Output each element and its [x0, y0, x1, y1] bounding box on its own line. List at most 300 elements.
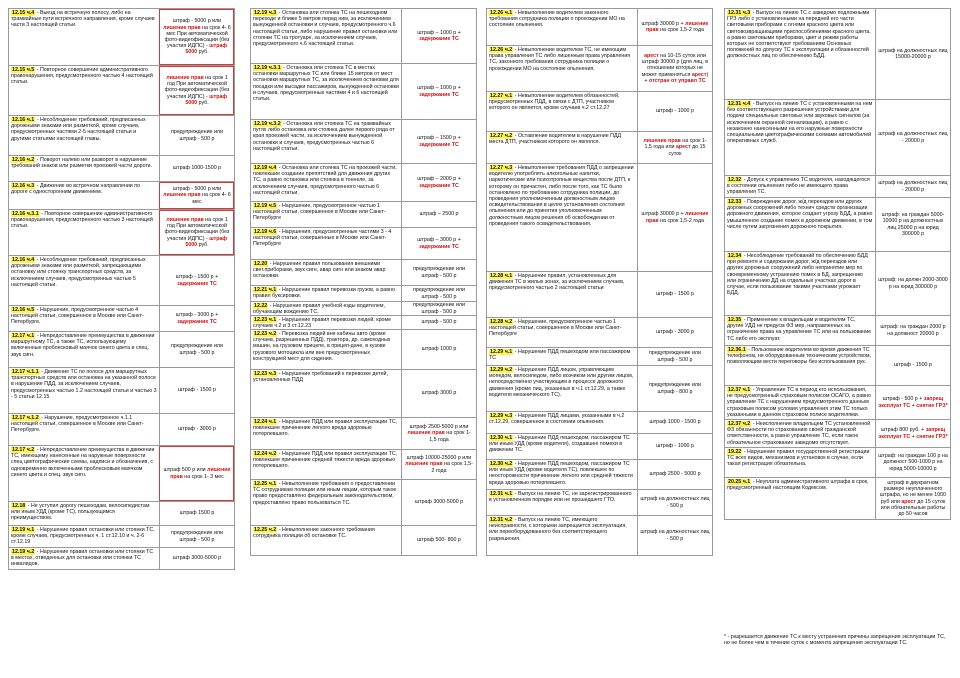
article-number: 12.20	[254, 261, 268, 267]
article-number: 12.15 ч.4	[12, 10, 35, 16]
table-row	[8, 368, 235, 414]
offense-description	[725, 448, 875, 477]
table-row	[486, 8, 713, 46]
penalty-cell	[401, 316, 476, 329]
article-number: 20.25 ч.1	[728, 479, 751, 485]
penalty-cell	[401, 480, 476, 525]
offense-description	[725, 252, 875, 315]
article-number: 12.17 ч.1.1	[12, 369, 39, 375]
table-row	[250, 330, 477, 370]
penalty-text: штраф - 3000 р + задержание ТС	[175, 312, 219, 325]
table-row	[8, 210, 235, 256]
penalty-text: штраф: на должн 2000-3000 р на юрид 300000 р	[878, 277, 948, 290]
offense-description	[9, 548, 159, 569]
offense-description	[487, 272, 637, 317]
offense-text: - Нарушение, предусмотренное ч.1.1 настоящей статьи, совершенное в Москве или Санкт-Петербурге.	[11, 415, 144, 434]
offense-text: - Нарушение ПДД лицом, управляющим мопедом, велосипедом, либо возчиком или другим лицом, непосредственно участвующим в процессе дорожного движения (кроме лиц, указанных в ч.1 ст.12.29, а также водителя механического ТС).	[489, 367, 634, 398]
table-row	[724, 316, 951, 346]
offense-description	[9, 368, 159, 413]
article-number: 12.29 ч.3	[490, 413, 513, 419]
offense-text: - Невыполнение водителем законного требования сотрудника полиции о прохождении МО на состояние опьянения.	[489, 10, 625, 29]
offense-description	[487, 490, 637, 515]
offense-description	[251, 480, 401, 525]
penalty-cell	[401, 302, 476, 315]
penalty-text: штраф: на граждан 2000 р на должност 20000 р	[880, 324, 946, 337]
table-row	[8, 256, 235, 306]
penalty-cell	[159, 548, 234, 569]
offense-text: - Применение к владельцам и водителям ТС, другие УДД не предусм ФЗ мер, направленных на ограничение права на управление ТС или на пользование ТС либо его эксплуат.	[727, 317, 872, 342]
table-row	[724, 100, 951, 176]
penalty-text: штраф - 1500 р	[178, 387, 216, 394]
article-number: 12.33	[728, 199, 742, 205]
offense-text: - Невыполнение законного требования сотрудника полиции об остановке ТС.	[253, 527, 375, 540]
penalty-cell	[159, 156, 234, 181]
offense-text: - Движение ТС по полосе для маршрутных транспортных средств или остановка на указанной полосе в нарушение ПДД, за исключением случаев, предусмотренных частью 1.2 настоящей статьи и частью 3 - 5 статьи 12.15	[11, 369, 157, 400]
offense-description	[725, 100, 875, 175]
penalty-text: предупреждение или штраф - 500 р	[171, 530, 223, 543]
offense-description	[251, 228, 401, 259]
offense-text: - Неуплата административного штрафа в срок, предусмотренный настоящим Кодексом.	[727, 479, 869, 492]
offense-description	[487, 92, 637, 131]
penalty-cell	[159, 526, 234, 547]
table-row	[724, 386, 951, 420]
article-number: 12.15 ч.5	[12, 67, 35, 73]
offense-text: - Нарушения, предусмотренные частями 3 - 4 настоящей статьи, совершенные в Москве или Санкт-Петербурге	[253, 229, 392, 248]
article-number: 12.29 ч.2	[490, 367, 513, 373]
penalty-cell	[637, 434, 712, 459]
offense-text: - Выпуск на линию ТС, не зарегистрированного в установленном порядке или не прошедшего ГТО.	[489, 491, 632, 504]
offense-description	[251, 302, 401, 315]
offense-text: - Нарушение ПДД пешеходом, пассажиром ТС или иным УДД (кроме водителя), создавшее помехи в движении ТС.	[489, 435, 630, 454]
penalty-text: штраф 1000-1500 р	[172, 165, 222, 172]
table-row	[486, 272, 713, 318]
article-number: 12.16 ч.4	[12, 257, 35, 263]
offense-text: - Нарушение правил учебной езды водителем, обучающим вождению ТС.	[253, 303, 385, 315]
offense-description	[9, 306, 159, 331]
offense-description	[487, 318, 637, 347]
offense-text: - Пользование водителем во время движения ТС телефоном, не оборудованным техническим устройством, позволяющим вести переговоры без использования рук.	[727, 347, 871, 366]
article-number: 12.31 ч.2	[490, 517, 513, 523]
offense-description	[9, 526, 159, 547]
article-number: 12.24 ч.1	[254, 419, 277, 425]
table-row	[8, 332, 235, 368]
penalty-text: предупреждение или штраф - 800 р	[649, 382, 701, 395]
offense-description	[487, 434, 637, 459]
offense-description	[725, 316, 875, 345]
penalty-text: штраф - 1000 р	[656, 443, 694, 450]
penalty-cell	[875, 316, 950, 345]
offense-description	[725, 420, 875, 447]
offense-text: - Нарушение правил остановки или стоянки ТС в местах, отведенных для остановки или стоянки ТС инвалидов.	[11, 549, 154, 568]
penalty-cell	[875, 386, 950, 419]
article-number: 12.19 ч.3.1	[254, 65, 281, 71]
article-number: 12.18	[12, 503, 26, 509]
article-number: 12.32	[728, 177, 742, 183]
offense-text: - Выпуск на линию ТС, имеющего неисправности, с которыми запрещается эксплуатация, или переоборудованного без соответствующего разрешения.	[489, 517, 627, 542]
penalty-cell	[401, 450, 476, 479]
table-row	[8, 414, 235, 446]
offense-text: - Движение во встречном направлении по дороге с односторонним движением.	[11, 183, 141, 196]
article-number: 12.28 ч.2	[490, 319, 513, 325]
offense-description	[725, 346, 875, 385]
offense-text: - Допуск к управлению ТС водителя, находящегося в состоянии опьянения либо не имеющего права управления ТС.	[727, 177, 870, 196]
offense-text: - Непредоставление преимущества в движении ТС, имеющему нанесенные на наружные поверхности спец цветографические схемы, надписи и обозначения, с одновременно включенными проблесковым маячком синего цвета и спец. звук сигн.	[11, 447, 155, 478]
penalty-text: штраф на должностных лиц - 20000 р	[878, 131, 948, 144]
column-4	[724, 8, 951, 520]
penalty-cell	[401, 418, 476, 449]
penalty-cell	[637, 490, 712, 515]
offense-text: - Перевозка людей вне кабины авто (кроме случаев, разрешенных ПДД), трактора, др. самоходных машин, на грузовом прицепе, в прицеп-даче, в кузове грузового мотоцикла или вне предусмотренных конструкцией мест для сидения.	[253, 331, 391, 362]
offense-text: - Выезд на встречную полосу, либо на трамвайные пути встречного направления, кроме случаев части 3 настоящей статьи.	[11, 10, 155, 29]
table-row	[250, 450, 477, 480]
penalty-cell	[637, 272, 712, 317]
offense-text: - Остановка или стоянка ТС в местах остановки маршрутных ТС или ближе 15 метров от мест остановки маршрутных ТС, за исключением остановки для посадки или высадки пассажиров, вынужденной остановки и случаев, предусмотренных частями 4 и 6 настоящей статьи.	[253, 65, 399, 103]
article-number: 12.19 ч.4	[254, 165, 277, 171]
penalty-cell	[401, 286, 476, 301]
penalty-cell	[401, 260, 476, 285]
article-number: 12.16 ч.1	[12, 117, 35, 123]
penalty-text: штраф - 1000 р	[656, 108, 694, 115]
table-row	[486, 516, 713, 556]
penalty-cell	[401, 64, 476, 119]
penalty-cell	[875, 176, 950, 197]
table-row	[8, 156, 235, 182]
penalty-text: штраф 500 р или лишение прав на срок 1- 3 мес	[163, 467, 231, 480]
penalty-cell	[401, 164, 476, 201]
penalty-text: штраф 30000 р + лишение прав на срок 1,5-2 года	[641, 211, 709, 224]
offense-description	[9, 156, 159, 181]
article-number: 12.27 ч.3	[490, 165, 513, 171]
table-row	[8, 526, 235, 548]
penalty-cell	[637, 348, 712, 365]
article-number: 12.23 ч.3	[254, 371, 277, 377]
offense-description	[9, 256, 159, 305]
table-row	[724, 252, 951, 316]
offense-description	[251, 120, 401, 163]
penalty-cell	[637, 460, 712, 489]
penalty-cell	[159, 256, 234, 305]
penalty-text: штраф 500- 800 р	[417, 537, 461, 544]
penalty-cell	[637, 132, 712, 163]
article-number: 12.16 ч.3.1	[12, 211, 39, 217]
offense-text: - Поворот налево или разворот в нарушение требований знаков или разметки проезжей части дороги.	[11, 157, 152, 170]
table-row	[724, 448, 951, 478]
penalty-text: штраф - 500 р + запрещ эксплуат ТС + снятие ГРЗ*	[878, 396, 948, 409]
article-number: 12.23 ч.1	[254, 317, 277, 323]
penalty-text: штраф – 1000 р + задержание ТС	[417, 85, 461, 98]
offense-description	[9, 9, 159, 65]
penalty-cell	[637, 164, 712, 271]
table-row	[8, 66, 235, 116]
table-row	[250, 526, 477, 556]
offense-description	[251, 260, 401, 285]
article-number: 12.30 ч.2	[490, 461, 513, 467]
article-number: 12.17 ч.1	[12, 333, 35, 339]
table-row	[250, 418, 477, 450]
table-row	[250, 120, 477, 164]
article-number: 12.22	[254, 303, 268, 309]
offense-description	[487, 366, 637, 411]
article-number: 12.30 ч.1	[490, 435, 513, 441]
penalty-text: штраф - 3000 р	[656, 329, 694, 336]
article-number: 12.19 ч.3	[254, 10, 277, 16]
penalty-text: штраф: на граждан 5000-10000 р на должностных лиц 25000 р на юрид 300000 р	[881, 212, 945, 237]
offense-description	[251, 418, 401, 449]
offense-text: - Нарушение, предусмотренное частью 4 настоящей статьи, совершенное в Москве или Санкт-Петербурге.	[11, 307, 144, 326]
penalty-cell	[159, 210, 234, 255]
table-row	[250, 260, 477, 286]
table-row	[724, 478, 951, 520]
penalty-text: штраф - 1500 р	[656, 291, 694, 298]
article-number: 12.28 ч.1	[490, 273, 513, 279]
offense-description	[487, 516, 637, 555]
offense-text: - Нарушение правил, установленных для движения ТС в жилых зонах, за исключением случаев, предусмотренного частью 2 настоящей статьи	[489, 273, 625, 292]
table-row	[250, 370, 477, 418]
penalty-cell	[637, 516, 712, 555]
offense-description	[487, 164, 637, 271]
article-number: 12.19 ч.5	[254, 203, 277, 209]
penalty-cell	[875, 346, 950, 385]
table-row	[8, 306, 235, 332]
penalty-text: штраф 1500 р	[179, 510, 215, 517]
article-number: 19.22	[728, 449, 742, 455]
article-number: 12.19 ч.6	[254, 229, 277, 235]
article-number: 12.16 ч.3	[12, 183, 35, 189]
table-row	[486, 46, 713, 92]
offense-description	[9, 502, 159, 525]
offense-text: - Невыполнение водителем обязанностей, предусмотренных ПДД, в связи с ДТП, участником которого он является, кроме случаев ч.2 ст.12.27	[489, 93, 620, 112]
penalty-text: штраф – 1500 р + задержание ТС	[417, 135, 461, 148]
table-row	[724, 198, 951, 252]
article-number: 12.21 ч.1	[254, 287, 277, 293]
table-row	[486, 92, 713, 132]
penalty-text: штраф – 2000 р + задержание ТС	[417, 176, 461, 189]
penalty-text: штраф на должностных лиц - 500 р	[640, 496, 710, 509]
penalty-text: штраф 2500-5000 р или лишение прав на срок 1-1,5 года	[407, 424, 471, 443]
table-row	[486, 348, 713, 366]
table-row	[250, 8, 477, 64]
article-number: 12.29 ч.1	[490, 349, 513, 355]
penalty-cell	[875, 448, 950, 477]
penalty-cell	[637, 412, 712, 433]
table-row	[8, 502, 235, 526]
penalty-text: лишение прав на срок 1 год При автоматической фото-видеофиксации (без участия ИДПС) - штраф 5000 руб.	[164, 216, 230, 248]
penalty-text: штраф 3000 р	[421, 390, 457, 397]
penalty-cell	[637, 92, 712, 131]
offense-description	[251, 164, 401, 201]
column-1	[8, 8, 235, 570]
table-row	[8, 8, 235, 66]
offense-text: - Нарушение правил перевозки людей, кроме случаев ч.2 и 3 ст.12.23	[253, 317, 392, 329]
offense-description	[487, 412, 637, 433]
penalty-cell	[159, 502, 234, 525]
offense-description	[251, 450, 401, 479]
article-number: 12.37 ч.2	[728, 421, 751, 427]
table-row	[250, 228, 477, 260]
table-row	[250, 164, 477, 202]
penalty-cell	[159, 116, 234, 155]
penalty-text: штраф 1000 р	[421, 346, 457, 353]
table-row	[486, 164, 713, 272]
penalty-text: предупреждение или штраф - 500 р	[413, 302, 465, 315]
table-row	[250, 316, 477, 330]
penalty-cell	[875, 478, 950, 519]
table-row	[486, 366, 713, 412]
offense-text: - Невыполнение требования о предоставлении ТС сотрудникам полиции или иным лицам, которым такое право предоставлено федеральным законодательством, предоставлено право пользоваться ТС.	[253, 481, 397, 506]
penalty-text: предупреждение или штраф - 500 р	[413, 287, 465, 300]
table-row	[486, 132, 713, 164]
offense-description	[725, 198, 875, 251]
article-number: 12.19 ч.3.2	[254, 121, 281, 127]
penalty-text: штраф в двукратном размере неуплаченного штрафа, но не менее 1000 руб или арест до 15 суток или обязательные работы до 50 часов	[879, 479, 947, 517]
offense-description	[487, 9, 637, 45]
penalty-text: предупреждение или штраф - 500 р	[413, 266, 465, 279]
penalty-text: предупреждение или штраф - 500 р	[649, 350, 701, 363]
offense-text: - Выпуск на линию ТС с установленными на нем без соответствующего разрешения устройствами для подачи специальных световых или звуковых сигналов (за исключением охранной сигнализации), а равно с незаконно нанесенными на его наружные поверхности специальными цветографическими схемами автомобилей оперативных служб.	[727, 101, 873, 145]
penalty-text: штраф: на граждан 100 р на должност 500-1000 р на юрид 5000-10000 р	[878, 453, 948, 472]
offense-description	[487, 348, 637, 365]
offense-description	[725, 478, 875, 519]
table-row	[724, 8, 951, 100]
offense-text: - Оставление водителем в нарушение ПДД места ДТП, участником которого он являлся.	[489, 133, 622, 146]
article-number: 12.16 ч.5	[12, 307, 35, 313]
penalty-cell	[637, 9, 712, 45]
offense-text: - Невыполнение водителем ТС, не имеющим права управления ТС либо лишенным права управления ТС, законного требования сотрудника полиции о прохождении МО на состояние опьянения.	[489, 47, 631, 72]
offense-text: - Нарушение правил остановки или стоянки ТС, кроме случаев, предусмотренных ч. 1 ст.12.10 и ч. 2-6 ст.12.19	[11, 527, 155, 546]
table-row	[8, 446, 235, 502]
offense-text: - Выпуск на линию ТС с заведомо подложными ГРЗ либо с установленными на передней его части световыми приборами с огнями красного цвета или световозвращающими приспособлениями красного цвета, а равно световыми приборами, цвет и режим работы которых не соответствуют требованиям Основных положений по допуску ТС к эксплуатации и обязанностей должностных лиц по обеспечению БДД.	[727, 10, 871, 60]
penalty-text: штраф 30000 р + лишение прав на срок 1,5-2 года	[641, 20, 709, 33]
article-number: 12.37 ч.1	[728, 387, 751, 393]
offense-description	[9, 332, 159, 367]
penalty-text: штраф - 5000 р или лишение прав на срок 4- 6 мес При автоматической фото-видеофиксации (без участия ИДПС) - штраф 5000 руб.	[163, 18, 231, 56]
article-number: 12.24 ч.2	[254, 451, 277, 457]
article-number: 12.35	[728, 317, 742, 323]
penalty-text: штраф 3000-5000 р	[414, 499, 464, 506]
footnote: * - разрешается движение ТС к месту устранения причины запрещения эксплуатации ТС, но не более чем в течение суток с момента запрещения эксплуатации ТС.	[724, 634, 946, 647]
article-number: 12.25 ч.2	[254, 527, 277, 533]
table-row	[250, 480, 477, 526]
offense-description	[725, 9, 875, 99]
table-row	[250, 64, 477, 120]
offense-text: - Нарушение правил государственной регистрации ТС всех видов, механизмов и установок в случае, если такая регистрация обязательна.	[727, 449, 870, 468]
penalty-text: штраф 3000-5000 р	[172, 555, 222, 562]
penalty-text: лишение прав на срок 1 год При автоматической фото-видеофиксации (без участия ИДПС) - штраф 5000 руб.	[164, 74, 230, 106]
penalty-text: предупреждение или штраф - 500 р	[171, 343, 223, 356]
offense-description	[9, 116, 159, 155]
penalty-cell	[159, 306, 234, 331]
offense-description	[725, 176, 875, 197]
penalty-cell	[637, 46, 712, 91]
table-row	[724, 346, 951, 386]
article-number: 12.26 ч.2	[490, 47, 513, 53]
penalty-cell	[401, 202, 476, 227]
offense-text: - Нарушение ПДД или правил эксплуатации ТС, повлекшее причинение средней тяжести вреда здоровью потерпевшего.	[253, 451, 398, 470]
offense-text: - Непредоставление преимущества в движении маршрутному ТС, а также ТС, использующему включенные проблесковый маячок синего цвета и спец. звук сигн.	[11, 333, 155, 358]
penalty-text: штраф 10000-25000 р или лишение прав на срок 1,5-2 года	[405, 455, 473, 474]
penalty-text: штраф – 1000 р + задержание ТС	[417, 29, 461, 42]
article-number: 12.36.1	[728, 347, 746, 353]
penalty-text: штраф - 1500 р	[894, 362, 932, 369]
offense-description	[9, 182, 159, 209]
offense-description	[9, 210, 159, 255]
offense-description	[487, 132, 637, 163]
table-row	[486, 460, 713, 490]
article-number: 12.16 ч.2	[12, 157, 35, 163]
offense-description	[725, 386, 875, 419]
article-number: 12.31 ч.1	[490, 491, 513, 497]
table-row	[724, 176, 951, 198]
table-row	[724, 420, 951, 448]
table-row	[486, 434, 713, 460]
offense-text: - Нарушение ПДД лицами, указанными в ч.2 ст.12.29, совершенное в состоянии опьянения.	[489, 413, 625, 426]
penalty-text: предупреждение или штраф - 500 р	[171, 129, 223, 142]
offense-description	[251, 202, 401, 227]
table-row	[8, 182, 235, 210]
offense-description	[251, 370, 401, 417]
penalty-cell	[401, 330, 476, 369]
offense-description	[487, 46, 637, 91]
article-number: 12.25 ч.1	[254, 481, 277, 487]
offense-text: - Несоблюдение требований по обеспечению БДД при ремонте и содержании дорог, ж/д переездов или других дорожных сооружений либо непринятие мер по своевременному устранению помех в БД, запрещению или ограничению ДД на отдельных участках дорог в случае, если пользование такими участками угрожает БДД.	[727, 253, 868, 297]
penalty-text: штраф - 5000 р или лишение прав на срок 4- 6 мес	[163, 186, 231, 205]
penalty-cell	[401, 228, 476, 259]
penalty-cell	[401, 120, 476, 163]
penalty-cell	[875, 100, 950, 175]
article-number: 12.26 ч.1	[490, 10, 513, 16]
article-number: 12.19 ч.2	[12, 549, 35, 555]
offense-text: - Нарушение правил пользования внешними свет.приборами, звук сигн, авар сигн или знаком авар остановки.	[253, 261, 386, 280]
article-number: 12.17 ч.1.2	[12, 415, 39, 421]
penalty-cell	[159, 368, 234, 413]
penalty-cell	[401, 526, 476, 555]
penalty-text: штраф 1000 - 1500 р	[649, 419, 701, 426]
penalty-cell	[401, 370, 476, 417]
offense-text: - Несоблюдение требований, предписанных дорожными знаками или разметкой, кроме случаев, предусмотренных частями 2-5 настоящей статьи и другими статьями настоящей главы.	[11, 117, 146, 142]
offense-description	[251, 286, 401, 301]
penalty-cell	[637, 318, 712, 347]
offense-description	[251, 526, 401, 555]
offense-description	[251, 9, 401, 63]
offense-text: - Нарушение ПДД пешеходом или пассажиром ТС	[489, 349, 631, 362]
offense-text: - Нарушение ПДД пешеходом, пассажиром ТС или иным УДД (кроме водителя ТС), повлекшее по неосторожности причинение легкого или средней тяжести вреда здоровью потерпевшего.	[489, 461, 633, 486]
penalty-cell	[159, 446, 234, 501]
offense-text: - Нарушение правил перевозки грузов, а равно правил буксировки.	[253, 287, 395, 300]
offense-text: - Несоблюдение требований, предписанных дорожными знаками или разметкой, запрещающими остановку или стоянку транспортных средств, за исключением случаев, предусмотренных частью 5 настоящей статьи.	[11, 257, 146, 288]
penalty-text: штраф 2500 - 5000 р	[649, 471, 701, 478]
penalty-text: лишение прав на срок 1- 1,5 года или арест до 15 суток	[643, 138, 707, 157]
offense-description	[487, 460, 637, 489]
table-row	[486, 412, 713, 434]
offense-text: - Остановка или стоянка ТС на проезжей части, повлекшие создание препятствий для движения других ТС, а равно остановка или стоянка в тоннеле, за исключением случаев, предусмотренного частью 6 настоящей статьи.	[253, 165, 397, 196]
offense-text: - Повреждение дорог, ж/д переездов или других дорожных сооружений либо технич средств организации дорожного движения, которое создает угрозу БДД, а равно умышленное создание помех в дорожном движении, в том числе путем загрязнения дорожного покрытия.	[727, 199, 873, 230]
penalty-cell	[159, 66, 234, 115]
table-row	[8, 116, 235, 156]
penalty-text: арест на 10-15 суток или штраф 30000 р (для лиц, в отношении которых не может применяться арест) + отстран от управл ТС	[641, 52, 709, 84]
penalty-text: штраф - 3000 р	[178, 426, 216, 433]
offense-text: - Управление ТС в период его использования, не предусмотренный страховым полисом ОСАГО, а равно управление ТС с нарушением предусмотренного данным страховым полисом условия управления этим ТС только указанными в данном страховом полисе водителями.	[727, 387, 871, 418]
offense-description	[9, 446, 159, 501]
penalty-text: штраф 800 руб. + запрещ эксплуат ТС + снятие ГРЗ*	[878, 427, 948, 440]
offense-text: - Остановка или стоянка ТС на пешеходном переходе и ближе 5 метров перед ним, за исключением вынужденной остановки и случаев, предусмотренного ч.6 настоящей статьи, либо нарушение правил остановки или стоянки ТС на тротуаре, за исключением случаев, предусмотренного ч.6 настоящей статьи.	[253, 10, 398, 48]
offense-text: - Неисполнение владельцем ТС установленной ФЗ обязанности по страхованию своей гражданской ответственности, а равно управление ТС, если такое обязательное страхование заведомо отсутствует.	[727, 421, 871, 446]
table-row	[486, 318, 713, 348]
offense-text: - Нарушение ПДД или правил эксплуатации ТС, повлекшее причинение легкого вреда здоровью потерпевшего.	[253, 419, 398, 438]
offense-text: - Повторное совершение административного правонарушения, предусмотренного частью 3 настоящей статьи.	[11, 211, 153, 230]
penalty-text: штраф на должностных лиц - 500 р	[640, 529, 710, 542]
penalty-text: штраф – 3000 р + задержание ТС	[417, 237, 461, 250]
penalty-cell	[875, 252, 950, 315]
